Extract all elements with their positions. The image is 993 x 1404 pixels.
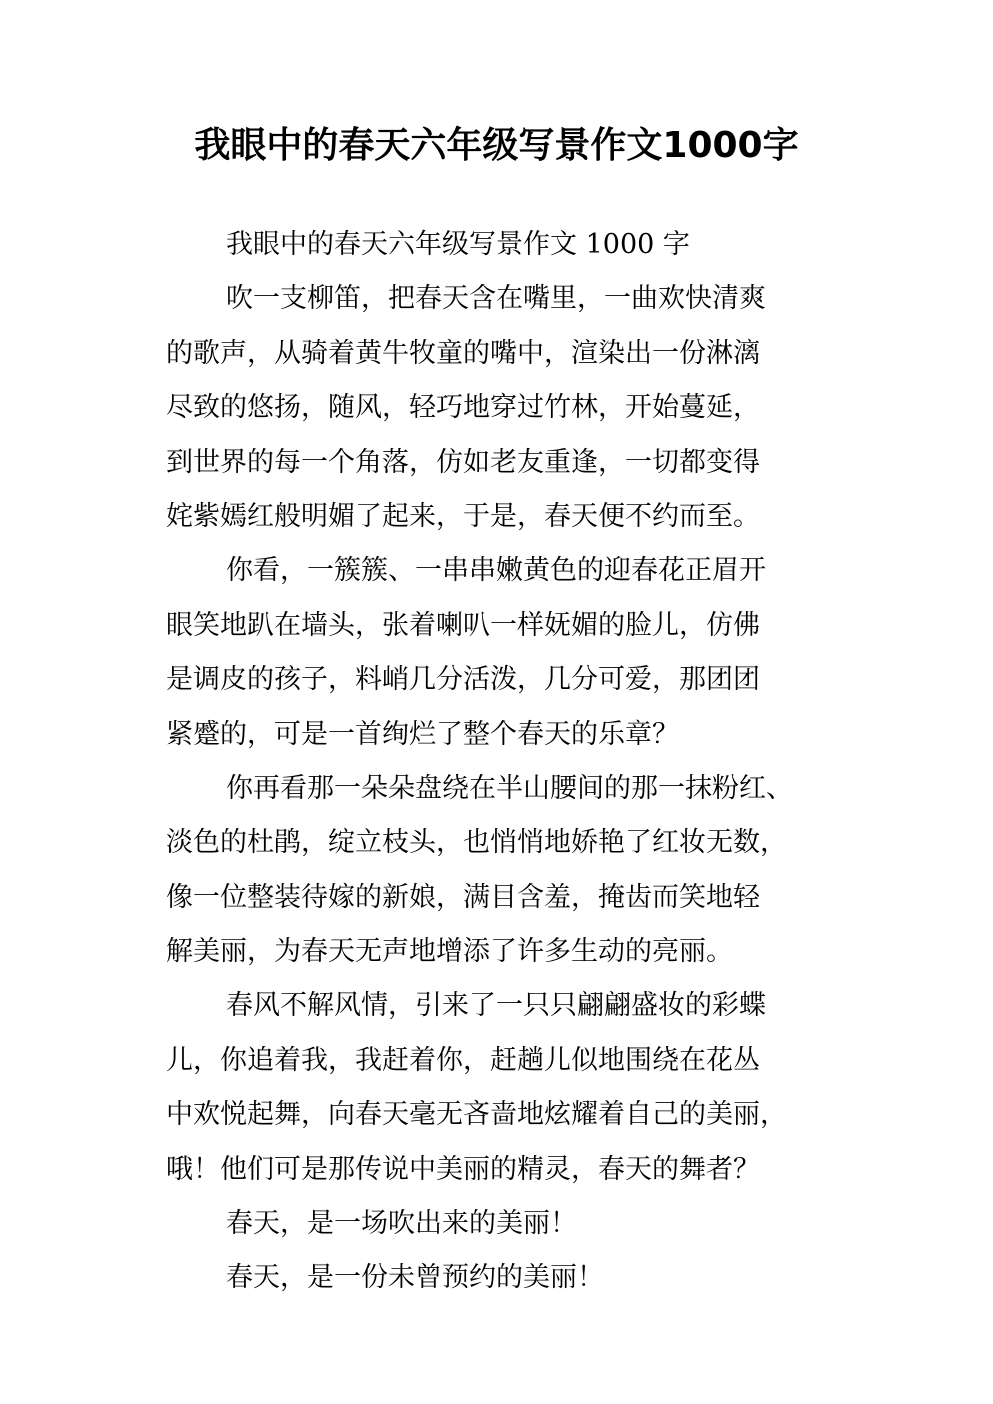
body-line: 春风不解风情，引来了一只只翩翩盛妆的彩蝶 <box>226 990 766 1022</box>
body-line: 你看，一簇簇、一串串嫩黄色的迎春花正眉开 <box>226 555 766 587</box>
body-line: 哦！他们可是那传说中美丽的精灵，春天的舞者？ <box>166 1153 760 1185</box>
body-line: 眼笑地趴在墙头，张着喇叭一样妩媚的脸儿，仿佛 <box>166 609 760 641</box>
body-line: 姹紫嫣红般明媚了起来，于是，春天便不约而至。 <box>166 500 760 532</box>
body-line: 像一位整装待嫁的新娘，满目含羞，掩齿而笑地轻 <box>166 881 760 913</box>
document-title: 我眼中的春天六年级写景作文1000字 <box>194 125 799 166</box>
body-line: 春天，是一场吹出来的美丽！ <box>226 1208 577 1240</box>
body-line: 尽致的悠扬，随风，轻巧地穿过竹林，开始蔓延， <box>166 392 760 424</box>
body-line: 是调皮的孩子，料峭几分活泼，几分可爱，那团团 <box>166 664 760 696</box>
body-line: 你再看那一朵朵盘绕在半山腰间的那一抹粉红、 <box>226 772 793 804</box>
body-line: 解美丽，为春天无声地增添了许多生动的亮丽。 <box>166 936 733 968</box>
body-line: 淡色的杜鹃，绽立枝头，也悄悄地娇艳了红妆无数， <box>166 827 787 859</box>
body-line: 的歌声，从骑着黄牛牧童的嘴中，渲染出一份淋漓 <box>166 337 760 369</box>
body-line: 到世界的每一个角落，仿如老友重逢，一切都变得 <box>166 446 760 478</box>
body-line: 春天，是一份未曾预约的美丽！ <box>226 1262 604 1294</box>
body-line: 儿，你追着我，我赶着你，赶趟儿似地围绕在花丛 <box>166 1044 760 1076</box>
document-body <box>166 218 838 1306</box>
body-line: 我眼中的春天六年级写景作文 1000 字 <box>226 229 690 260</box>
body-line: 中欢悦起舞，向春天毫无吝啬地炫耀着自己的美丽， <box>166 1099 787 1131</box>
body-line: 紧蹙的，可是一首绚烂了整个春天的乐章？ <box>166 718 679 750</box>
body-line: 吹一支柳笛，把春天含在嘴里，一曲欢快清爽 <box>226 283 766 315</box>
